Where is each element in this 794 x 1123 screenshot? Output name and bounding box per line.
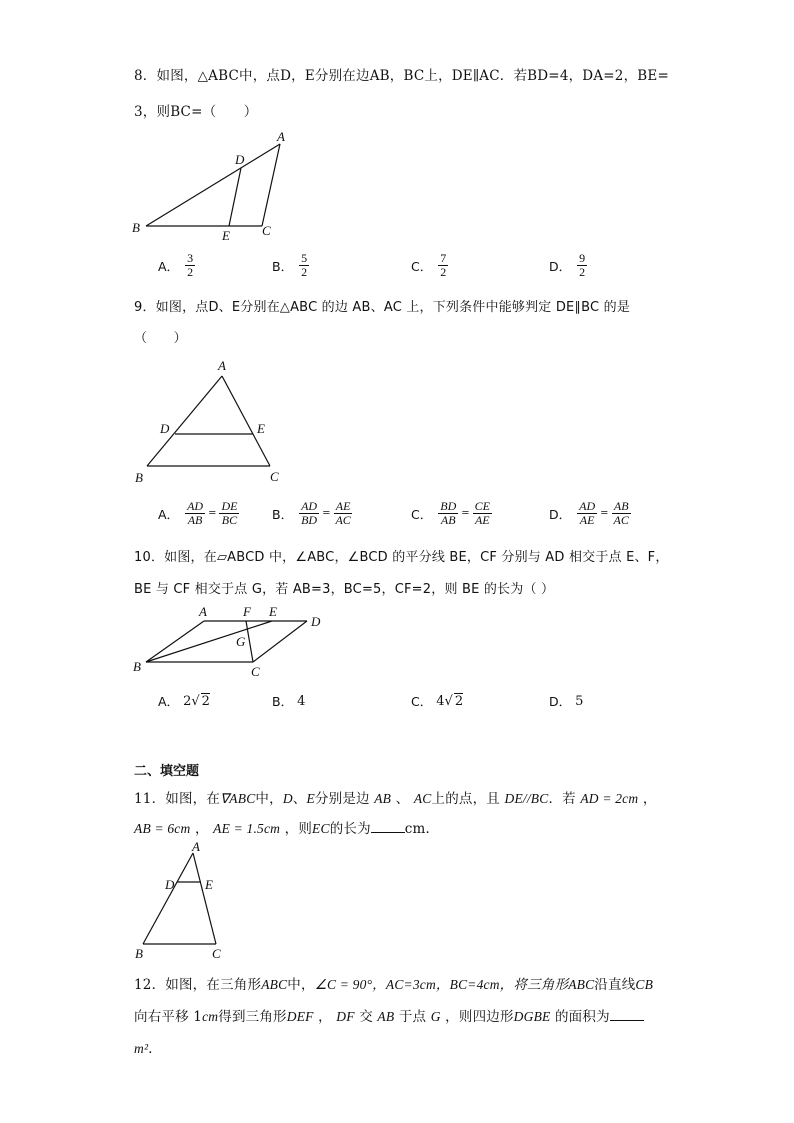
q9-option-b-eq: = xyxy=(322,508,331,519)
q9-label-A: A xyxy=(218,358,226,373)
q10-option-c-letter: C． xyxy=(411,694,433,709)
q9-option-b-right: $\frac{AE}{AC}$ xyxy=(335,499,351,527)
q8-option-d-fraction: $\frac{9}{2}$ xyxy=(579,251,586,279)
q10-label-A: A xyxy=(199,604,207,619)
q11-text-line1: 11．如图，在∇ABC中，D、E分别是边 AB 、 AC上的点，且 DE//BC．若 AD = 2cm ， xyxy=(134,791,657,807)
q10-option-a-sqrt: √ 2 xyxy=(191,693,210,709)
q9-option-c-left: $\frac{BD}{AB}$ xyxy=(440,499,457,527)
q11-label-C: C xyxy=(212,946,221,961)
q8-label-A: A xyxy=(277,129,285,144)
q10-text-line2: BE 与 CF 相交于点 G，若 AB=3，BC=5，CF=2，则 BE 的长为（ ） xyxy=(134,582,555,597)
q8-label-D: D xyxy=(235,152,245,167)
q9-option-d-right: $\frac{AB}{AC}$ xyxy=(613,499,629,527)
q8-label-E: E xyxy=(222,228,230,243)
q8-label-B: B xyxy=(132,220,140,235)
q8-option-b-letter: B． xyxy=(272,258,294,274)
q8-option-c-letter: C． xyxy=(411,258,433,274)
q9-text-line1: 9．如图，点D、E分别在△ABC 的边 AB、AC 上，下列条件中能够判定 DE∥BC 的是 xyxy=(134,300,631,315)
q8-text-line1: 8．如图，△ABC中，点D，E分别在边AB，BC上，DE∥AC．若BD=4，DA=2，BE= xyxy=(134,68,669,84)
q9-option-a-left: $\frac{AD}{AB}$ xyxy=(187,499,204,527)
q11-label-B: B xyxy=(135,946,143,961)
q10-option-d-letter: D． xyxy=(549,694,572,709)
q9-label-D: D xyxy=(160,421,170,436)
q9-label-C: C xyxy=(270,469,279,484)
q12-text-line3: m²． xyxy=(134,1041,162,1057)
q10-option-a-coef: 2 xyxy=(183,693,192,709)
q10-label-B: B xyxy=(133,659,141,674)
q8-option-a-fraction: $\frac{3}{2}$ xyxy=(187,251,194,279)
q10-option-c-sqrt: √ 2 xyxy=(444,693,464,709)
q10-label-E: E xyxy=(269,604,277,619)
q9-option-c-letter: C． xyxy=(411,506,433,522)
q12-answer-blank[interactable] xyxy=(610,1008,644,1021)
q8-text-line2: 3，则BC=（ ） xyxy=(134,104,258,120)
q9-option-d-eq: = xyxy=(600,508,609,519)
q9-option-c-eq: = xyxy=(461,508,470,519)
q9-text-line2: （ ） xyxy=(134,331,187,346)
q9-label-E: E xyxy=(257,421,265,436)
q10-text-line1: 10．如图，在▱ABCD 中，∠ABC，∠BCD 的平分线 BE，CF 分别与 AD 相交于点 E、F， xyxy=(134,550,669,565)
q9-option-b-left: $\frac{AD}{BD}$ xyxy=(301,499,318,527)
q8-option-b-fraction: $\frac{5}{2}$ xyxy=(301,251,308,279)
q11-label-D: D xyxy=(165,877,175,892)
q9-option-c-right: $\frac{CE}{AE}$ xyxy=(474,499,490,527)
q10-option-a-letter: A． xyxy=(158,694,180,709)
q9-option-d-letter: D． xyxy=(549,506,572,522)
q9-option-d-left: $\frac{AD}{AE}$ xyxy=(579,499,596,527)
q12-text-line2: 向右平移 1cm得到三角形DEF ， DF 交 AB 于点 G ，则四边形DGBE 的面积为 xyxy=(134,1005,644,1025)
q9-option-b-letter: B． xyxy=(272,506,294,522)
q9-option-a-eq: = xyxy=(208,508,217,519)
q11-label-A: A xyxy=(192,839,200,854)
q11-text-line2: AB = 6cm ， AE = 1.5cm ，则EC的长为 cm． xyxy=(134,821,440,837)
q10-label-F: F xyxy=(243,604,251,619)
q10-option-d-value: 5 xyxy=(575,693,584,709)
q10-option-c-coef: 4 xyxy=(436,693,445,709)
q8-option-a-letter: A． xyxy=(158,258,180,274)
q11-label-E: E xyxy=(205,877,213,892)
q10-option-b-value: 4 xyxy=(297,693,306,709)
section-heading-fill-in: 二、填空题 xyxy=(134,764,200,779)
q8-label-C: C xyxy=(262,223,271,238)
q9-option-a-right: $\frac{DE}{BC}$ xyxy=(221,499,238,527)
q12-text-line1: 12．如图，在三角形ABC中，∠C = 90°，AC=3cm，BC=4cm，将三角形ABC沿直线CB xyxy=(134,977,654,993)
q8-option-d-letter: D． xyxy=(549,258,572,274)
q10-option-b-letter: B． xyxy=(272,694,294,709)
q9-option-a-letter: A． xyxy=(158,506,180,522)
q10-label-D: D xyxy=(311,614,321,629)
q10-label-C: C xyxy=(251,664,260,679)
q10-label-G: G xyxy=(236,634,246,649)
q8-option-c-fraction: $\frac{7}{2}$ xyxy=(440,251,447,279)
q9-label-B: B xyxy=(135,470,143,485)
